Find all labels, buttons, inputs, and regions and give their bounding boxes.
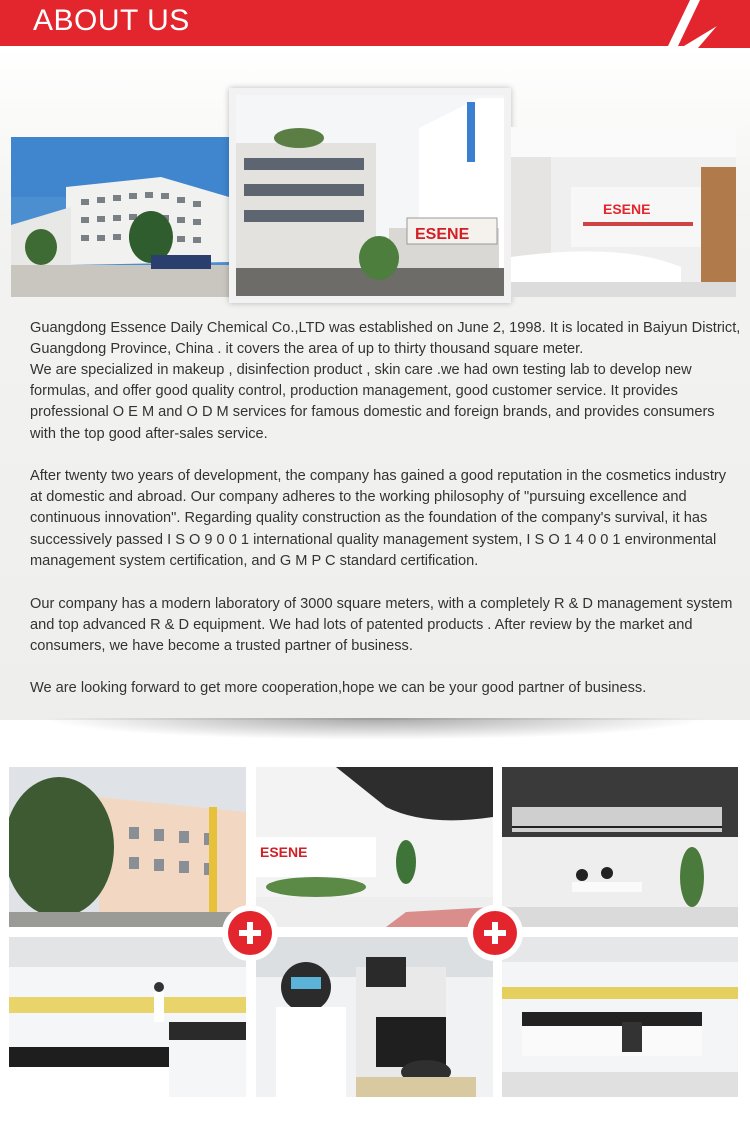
plus-icon: [467, 905, 523, 961]
plus-icon: [222, 905, 278, 961]
office-hall-photo: [256, 767, 493, 927]
svg-text:ESENE: ESENE: [260, 844, 308, 860]
microscope-photo: [256, 937, 493, 1097]
services-paragraph: We are specialized in makeup , disinfection product , skin care .we had own testing lab to develop new formulas, and offer good quality control, production management, good customer service. It provides professional O E M and O D M services for famous domestic and foreign brands, and provides consumers with the top good after-sales service.: [30, 362, 715, 442]
office-building-photo: [229, 88, 511, 303]
meeting-area-photo: [502, 767, 738, 927]
esene-logo-sign: ESENE: [415, 226, 470, 243]
intro-paragraph: Guangdong Essence Daily Chemical Co.,LTD was established on June 2, 1998. It is located in Baiyun District, Guangdong Province, China . it covers the area of up to thirty thousand square meter.: [30, 320, 741, 358]
closing-paragraph: We are looking forward to get more cooperation,hope we can be your good partner of business.: [30, 680, 647, 696]
laboratory-paragraph: Our company has a modern laboratory of 3000 square meters, with a completely R & D management system and top advanced R & D equipment. We had lots of patented products . After review by the market and consumers, we have become a trusted partner of business.: [30, 596, 733, 655]
factory-building-photo: [11, 137, 229, 297]
factory-exterior-photo: [9, 767, 246, 927]
section-shadow: [40, 718, 710, 740]
laboratory-photo-1: [9, 937, 246, 1097]
header-banner: [0, 0, 750, 48]
page-title: ABOUT US: [33, 4, 190, 37]
svg-text:ESENE: ESENE: [603, 201, 651, 217]
laboratory-photo-2: [502, 937, 738, 1097]
development-paragraph: After twenty two years of development, the company has gained a good reputation in the cosmetics industry at domestic and abroad. Our company adheres to the working philosophy of "pursuing excellence and continuous innovation". Regarding quality construction as the foundation of the company's survival, it has successively passed I S O 9 0 0 1 international quality management system, I S O 1 4 0 0 1 environmental management system certification, and G M P C standard certification.: [30, 468, 727, 569]
reception-lobby-photo: [511, 127, 736, 297]
